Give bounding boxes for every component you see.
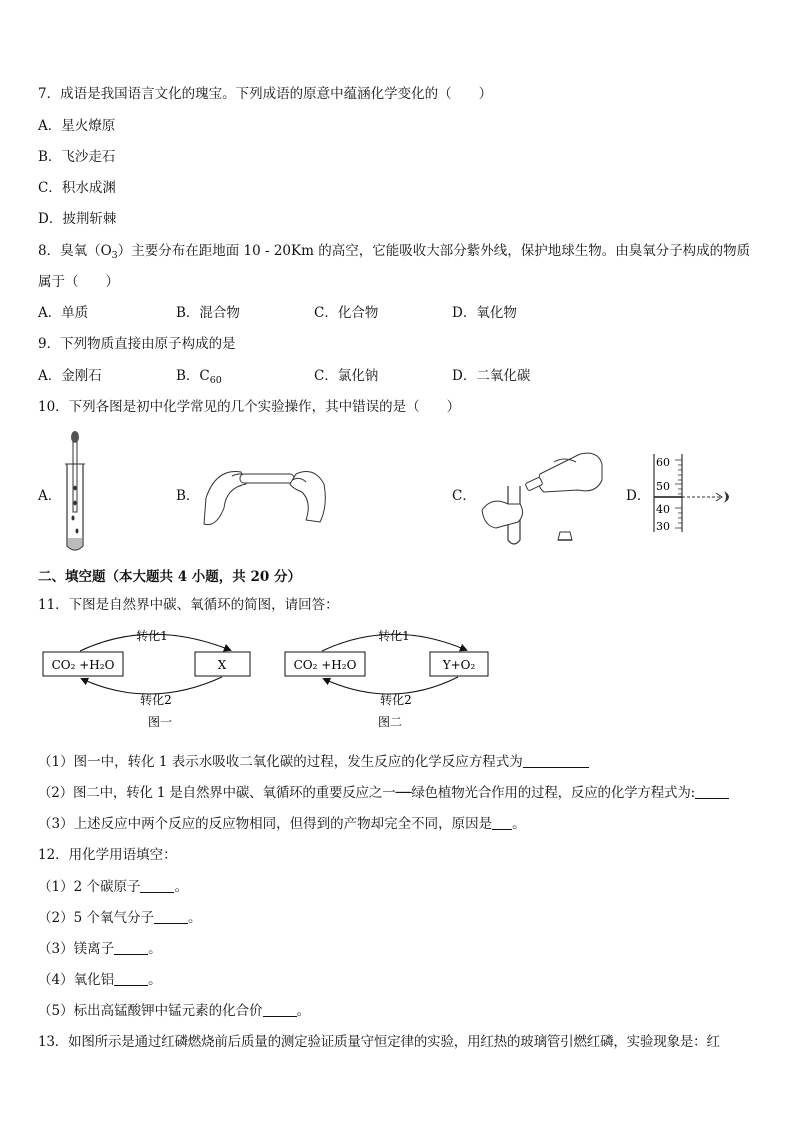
hands-connecting-tubes-figure (196, 458, 336, 530)
q10-label-b: B． (176, 488, 200, 504)
diagram1-top-label: 转化1 (136, 629, 168, 643)
q10-label-c: C． (452, 488, 476, 504)
q9-option-c: C．氯化钠 (314, 368, 379, 384)
pouring-liquid-figure (478, 440, 608, 550)
q12-item-1: （1）2 个碳原子 。 (38, 879, 188, 895)
q8-option-c: C．化合物 (314, 305, 379, 321)
answer-blank[interactable] (114, 940, 148, 955)
answer-blank[interactable] (492, 815, 512, 830)
q11-sub2: （2）图二中，转化 1 是自然界中碳、氧循环的重要反应之一──绿色植物光合作用的过程，反应的化学方程式为: (38, 781, 729, 801)
q8-option-a: A．单质 (38, 305, 89, 321)
q7-option-b: B．飞沙走石 (38, 149, 116, 165)
diagram1-right-box: X (217, 658, 227, 672)
q10-label-a: A． (38, 488, 62, 504)
q7-option-a: A．星火燎原 (38, 118, 116, 134)
answer-blank[interactable] (140, 878, 174, 893)
eye-icon (724, 491, 729, 503)
q12-stem: 12．用化学用语填空： (38, 847, 177, 863)
answer-blank[interactable] (114, 971, 148, 986)
q10-stem: 10．下列各图是初中化学常见的几个实验操作，其中错误的是（ ） (38, 399, 461, 415)
q12-item-5: （5）标出高锰酸钾中锰元素的化合价 。 (38, 1003, 311, 1019)
diagram1-bottom-label: 转化2 (140, 693, 172, 707)
answer-blank[interactable] (695, 784, 729, 799)
q9-option-a: A．金刚石 (38, 368, 102, 384)
diagram2-top-label: 转化1 (378, 629, 410, 643)
diagram1-left-box: CO₂ +H₂O (51, 658, 115, 672)
q7-option-d: D．披荆斩棘 (38, 211, 117, 227)
q13-stem: 13．如图所示是通过红磷燃烧前后质量的测定验证质量守恒定律的实验，用红热的玻璃管引燃红磷，实验现象是：红 (38, 1034, 720, 1050)
graduated-cylinder-figure (650, 450, 740, 536)
q8-stem: 8．臭氧$(O_3)$主要分布在距地面 10 - 20Km 的高空，它能吸收大部分紫外线，保护地球生物。由臭氧分子构成的物质 (38, 243, 751, 261)
diagram2-right-box: Y+O₂ (442, 658, 476, 672)
diagram1-caption: 图一 (147, 715, 173, 729)
q8-option-b: B．混合物 (176, 305, 240, 321)
q9-option-b: B．$C_{60}$ (176, 368, 222, 386)
q11-sub1: （1）图一中，转化 1 表示水吸收二氧化碳的过程，发生反应的化学反应方程式为 (38, 750, 589, 770)
diagram2-bottom-label: 转化2 (380, 693, 412, 707)
tick-label-50: 50 (656, 480, 670, 493)
q12-item-3: （3）镁离子 。 (38, 941, 162, 957)
q7-option-c: C．积水成渊 (38, 180, 116, 196)
dropper-in-tube-figure (60, 428, 90, 556)
tick-label-30: 30 (656, 520, 670, 533)
q12-item-4: （4）氧化铝 。 (38, 972, 162, 988)
q7-stem: 7．成语是我国语言文化的瑰宝。下列成语的原意中蕴涵化学变化的（ ） (38, 86, 493, 102)
q10-label-d: D． (626, 488, 651, 504)
answer-blank[interactable] (523, 753, 589, 768)
diagram2-left-box: CO₂ +H₂O (293, 658, 357, 672)
tick-label-60: 60 (656, 456, 670, 469)
q9-option-d: D．二氧化碳 (452, 368, 531, 384)
q8-option-d: D．氧化物 (452, 305, 517, 321)
section-2-title: 二、填空题（本大题共 4 小题，共 20 分） (38, 569, 301, 585)
answer-blank[interactable] (154, 909, 188, 924)
cycle-diagram-1 (40, 624, 260, 736)
cycle-diagram-2 (282, 624, 502, 736)
diagram2-caption: 图二 (377, 715, 403, 729)
answer-blank[interactable] (263, 1002, 297, 1017)
tick-label-40: 40 (656, 503, 670, 516)
q11-sub3: （3）上述反应中两个反应的反应物相同，但得到的产物却完全不同，原因是 。 (38, 816, 526, 832)
q12-item-2: （2）5 个氧气分子 。 (38, 910, 202, 926)
q8-stem-line2: 属于（ ） (38, 274, 119, 290)
q11-stem: 11．下图是自然界中碳、氧循环的简图，请回答： (38, 597, 339, 613)
q9-stem: 9．下列物质直接由原子构成的是 (38, 336, 236, 352)
